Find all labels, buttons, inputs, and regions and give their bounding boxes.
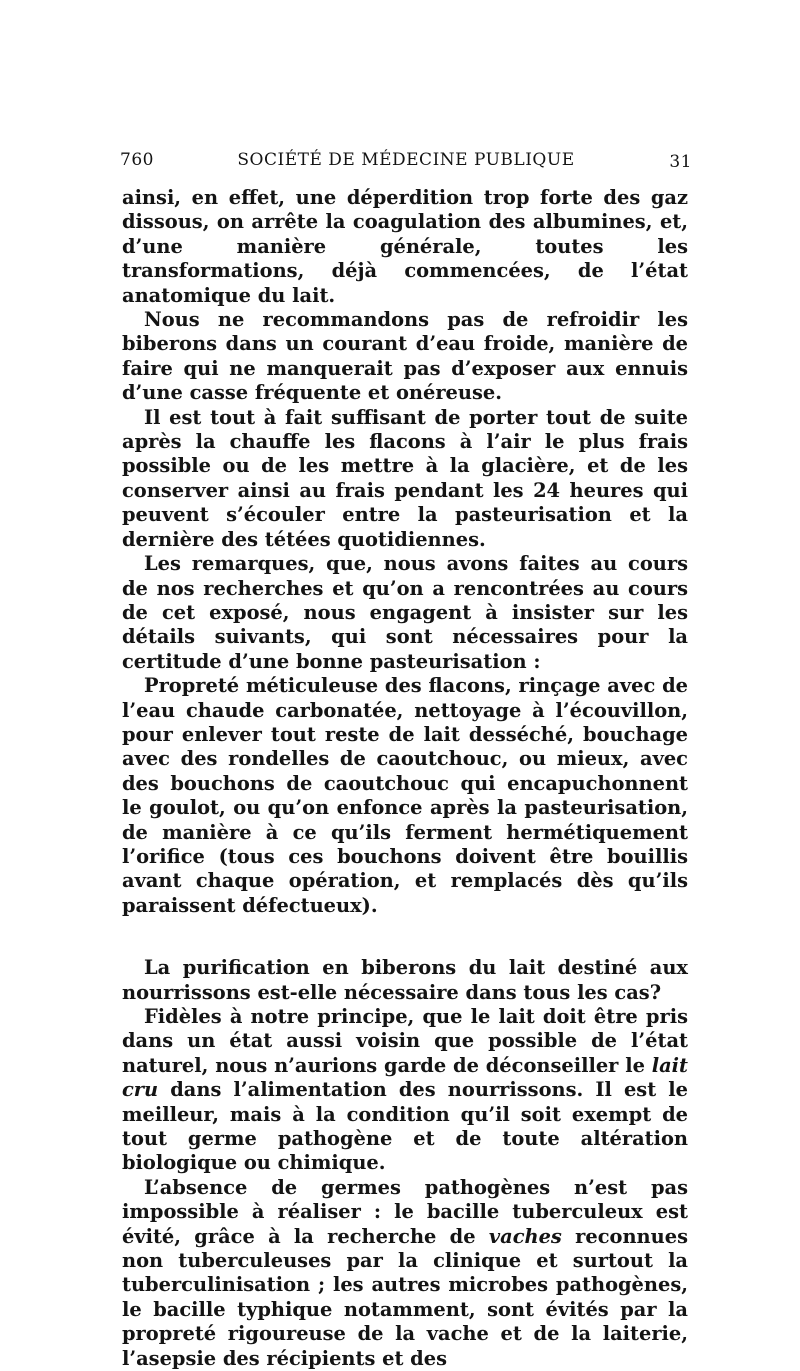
paragraph-question: La purification en biberons du lait destiné aux nourrissons est-elle nécessaire dans tous les cas? [122,956,688,1004]
folio-number: 31 [669,152,692,172]
page-header [120,150,692,180]
paragraph-continuation: ainsi, en effet, une déperdition trop forte des gaz dissous, on arrête la coagulation des albumines, et, d’une manière générale, toutes les transformations, déjà commencées, de l’état anatomique du lait. [122,186,688,307]
paragraph-remarques: Les remarques, que, nous avons faites au cours de nos recherches et qu’on a rencontrées au cours de cet exposé, nous engagent à insister sur les détails suivants, qui sont nécessaires pour la certitude d’une bonne pasteurisation : [122,552,688,673]
paragraph-lait-cru: Fidèles à notre principe, que le lait doit être pris dans un état aussi voisin que possible de l’état naturel, nous n’aurions garde de déconseiller le lait cru dans l’alimentation des nourrissons. Il est le meilleur, mais à la condition qu’il soit exempt de tout germe pathogène et de toute altération biologique ou chimique. [122,1005,688,1175]
paragraph-glaciere: Il est tout à fait suffisant de porter tout de suite après la chauffe les flacons à l’air le plus frais possible ou de les mettre à la glacière, et de les conserver ainsi au frais pendant les 24 heures qui peuvent s’écouler entre la pasteurisation et la dernière des tétées quotidiennes. [122,405,688,551]
paragraph-proprete: Propreté méticuleuse des flacons, rinçage avec de l’eau chaude carbonatée, nettoyage à l’écouvillon, pour enlever tout reste de lait desséché, bouchage avec des rondelles de caoutchouc, ou mieux, avec des bouchons de caoutchouc qui encapuchonnent le goulot, ou qu’on enfonce après la pasteurisation, de manière à ce qu’ils ferment hermétiquement l’orifice (tous ces bouchons doivent être bouillis avant chaque opération, et remplacés dès qu’ils paraissent défectueux). [122,674,688,917]
running-title: SOCIÉTÉ DE MÉDECINE PUBLIQUE [237,150,575,170]
body-text [122,186,688,1371]
paragraph-refroidir: Nous ne recommandons pas de refroidir les biberons dans un courant d’eau froide, manière de faire qui ne manquerait pas d’exposer aux ennuis d’une casse fréquente et onéreuse. [122,308,688,405]
section-break [122,918,688,956]
paragraph-germes: L’absence de germes pathogènes n’est pas impossible à réaliser : le bacille tuberculeux est évité, grâce à la recherche de vaches reconnues non tuberculeuses par la clinique et surtout la tuberculinisation ; les autres microbes pathogènes, le bacille typhique notamment, sont évités par la propreté rigoureuse de la vache et de la laiterie, l’asepsie des récipients et des [122,1175,688,1370]
page-number: 760 [120,150,154,170]
